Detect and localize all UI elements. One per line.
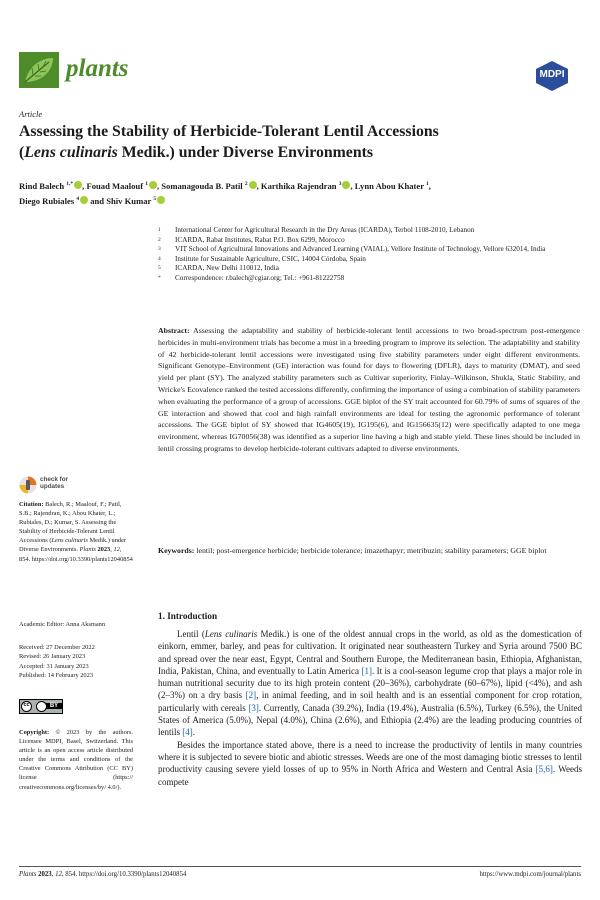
title-open: ( — [19, 144, 25, 161]
orcid-icon[interactable] — [157, 196, 165, 204]
citation-year: 2023 — [95, 546, 111, 554]
affiliation-number: 2 — [158, 236, 161, 243]
affiliation-item — [158, 245, 568, 255]
received-date: Received: 27 December 2022 — [19, 644, 95, 651]
orcid-icon[interactable] — [149, 181, 157, 189]
title-text-2: Medik.) under Diverse Environments — [117, 144, 374, 161]
citation-text-a: Balech, R.; Maalouf, F.; Patil, S.B.; Rajendran, K.; Abou Khater, L.; Rubiales, D.; Kumar, S. Assessing the Stability of Herbicide-Tolerant Lentil Accessions ( — [19, 501, 122, 545]
intro-paragraph-1 — [158, 628, 582, 739]
academic-editor: Academic Editor: Anna Aksmann — [19, 621, 106, 628]
article-type: Article — [19, 109, 43, 119]
intro-p1-d: , in animal feeding, and in soil health and is an essential component for crop rotation, particularly with cereals — [158, 690, 583, 713]
footer-journal-url[interactable]: https://www.mdpi.com/journal/plants — [479, 871, 581, 878]
citation-label: Citation: — [19, 501, 44, 508]
journal-name[interactable]: plants — [66, 55, 129, 82]
author-affil: 3 — [338, 181, 342, 187]
affiliation-number: 4 — [158, 255, 161, 262]
title-text-1: Assessing the Stability of Herbicide-Tolerant Lentil Accessions — [19, 123, 439, 140]
footer-rule — [19, 866, 581, 867]
author-affil: 1 — [145, 181, 148, 187]
affiliation-number: * — [158, 274, 161, 281]
author-line-2 — [19, 193, 589, 208]
accepted-date: Accepted: 31 January 2023 — [19, 662, 89, 670]
citation-link[interactable]: [3] — [248, 702, 259, 713]
affiliation-item — [158, 264, 568, 274]
intro-p2-b: . Weeds compete — [158, 764, 582, 787]
author-name[interactable]: Karthika Rajendran — [260, 180, 337, 191]
orcid-icon[interactable] — [342, 181, 350, 189]
citation-link[interactable]: [1] — [361, 665, 372, 676]
intro-p1-e: . Currently, Canada (39.2%), India (19.4%), Australia (6.5%), Turkey (6.5%), the United States of America (5.0%), Nepal (4.0%), China (2.6%), and Ethiopia (2.4%) are the leading producing countries of lentils — [158, 702, 582, 738]
citation-text-b: Medik.) under Diverse Environments. — [19, 537, 127, 554]
by-label: BY — [46, 703, 62, 709]
intro-body — [158, 628, 582, 788]
keywords — [158, 545, 580, 557]
abstract-label: Abstract: — [158, 326, 190, 335]
abstract — [158, 325, 580, 455]
check-updates-line2: updates — [40, 483, 65, 491]
author-affil: 1,* — [66, 181, 74, 187]
affiliation-text: International Center for Agricultural Research in the Dry Areas (ICARDA), Terbol 1108-2010, Lebanon — [175, 226, 475, 234]
orcid-icon[interactable] — [80, 196, 88, 204]
citation-link[interactable]: [4] — [182, 727, 193, 738]
author-affil: 1 — [426, 181, 429, 187]
citation-block — [19, 500, 133, 564]
footer-journal: Plants — [19, 871, 37, 878]
check-updates-line1: check for — [40, 476, 68, 483]
journal-logo[interactable] — [19, 52, 59, 88]
check-for-updates-badge[interactable] — [19, 474, 99, 496]
citation-journal: Plants — [79, 546, 96, 554]
plants-leaf-icon — [19, 52, 59, 88]
affiliation-item — [158, 226, 568, 236]
footer-year: 2023 — [36, 871, 52, 878]
revised-date: Revised: 26 January 2023 — [19, 653, 86, 661]
author-name[interactable]: Rind Balech — [19, 180, 65, 191]
publisher-name: MDPI — [539, 69, 565, 80]
copyright-block — [19, 728, 133, 792]
author-name[interactable]: Somanagouda B. Patil — [161, 180, 243, 191]
section-heading: 1. Introduction — [158, 611, 218, 621]
cc-icon-text: cc — [23, 702, 30, 708]
correspondence-item — [158, 274, 568, 284]
affiliation-text: VIT School of Agricultural Innovations and Advanced Learning (VAIAL), Vellore Institute of Technology, Vellore 632014, India — [175, 245, 546, 254]
affiliation-text: Institute for Sustainable Agriculture, CSIC, 14004 Córdoba, Spain — [175, 254, 366, 263]
copyright-text: © 2023 by the authors. Licensee MDPI, Basel, Switzerland. This article is an open access article distributed under the terms and conditions of the Creative Commons Attribution (CC BY) license (https:// creativecommons.org/licenses/by/ 4.0/). — [19, 729, 133, 791]
footer-doi[interactable]: , 854. https://doi.org/10.3390/plants12040854 — [61, 871, 187, 878]
intro-paragraph-2 — [158, 739, 582, 788]
citation-italic: Lens culinaris — [51, 537, 88, 545]
keywords-label: Keywords: — [158, 546, 195, 555]
author-affil: 5 — [153, 196, 157, 203]
affiliation-number: 5 — [158, 265, 161, 272]
citation-volume: , 12 — [110, 546, 120, 554]
article-title — [19, 121, 584, 163]
affiliation-item — [158, 255, 568, 265]
check-updates-icon — [19, 476, 37, 494]
orcid-icon[interactable] — [249, 181, 257, 189]
intro-p1-b: Medik.) is one of the oldest annual crops in the world, as old as the domestication of einkorn, emmer, barley, and peas for cultivation. It originated near southeastern Turkey and Syria around 7500 BC and spread over the near east, Egypt, Central and Southern Europe, the Mediterranean basin, Ethiopia, Afghanistan, India, Pakistan, China, and eventually to Latin America — [158, 629, 582, 676]
copyright-label: Copyright: — [19, 729, 50, 736]
affiliation-item — [158, 236, 568, 246]
intro-p1-f: . — [192, 727, 195, 738]
affiliation-number: 3 — [158, 246, 161, 253]
affiliation-number: 1 — [158, 227, 161, 233]
dates-block — [19, 643, 139, 681]
author-name[interactable]: Diego Rubiales — [19, 196, 75, 207]
abstract-text: Assessing the adaptability and stability of herbicide-tolerant lentil accessions to two broad-spectrum post-emergence herbicides in multi-environment trials has become a must in a breeding program to improve its selection. The adaptability and stability of 42 herbicide-tolerant lentil accessions were investigated using five stability parameters under eight different environments. Significant Genotype–Environment (GE) interaction was found for days to flowering (DFLR), days to maturity (DMAT), and seed yield per plant (SY). The analyzed stability parameters such as Cultivar superiority, Finlay–Wilkinson, Shukla, Static Stability, and Wricke's Ecovalence ranked the tested accessions differently, confirming the importance of using a combination of stability parameters when evaluating the performance of a group of accessions. GGE biplot of the SY trait accounted for 60.79% of sums of squares of the GE interaction and showed that cool and high rainfall environments are ideal for testing the agronomic performance of tolerant accessions. The GGE biplot of SY showed that IG4605(19), IG195(6), and IG156635(12) were specifically adapted to one mega environment, whereas IG70056(38) was identified as a superior line having a high and stable yield. These lines should be included in lentil crossing programs to develop herbicide-tolerant cultivars adapted to diverse environments. — [158, 326, 580, 453]
author-affil: 4 — [76, 196, 80, 203]
cc-by-license-badge[interactable] — [19, 699, 63, 714]
intro-p1-c: . It is a cool-season legume crop that plays a major role in human nutritional security due to its high protein content (20–36%), carbohydrate (60–67%), lipid (<4%), and ash (2–3%) on a dry basis — [158, 665, 583, 701]
keywords-text: lentil; post-emergence herbicide; herbicide tolerance; imazethapyr; metribuzin; stability parameters; GGE biplot — [196, 546, 547, 555]
orcid-icon[interactable] — [74, 181, 82, 189]
footer-citation — [19, 871, 186, 878]
author-name[interactable]: and Shiv Kumar — [90, 196, 152, 207]
published-date: Published: 14 February 2023 — [19, 672, 94, 680]
footer-volume: , 12 — [51, 871, 62, 878]
citation-doi[interactable]: , 854. https://doi.org/10.3390/plants12040854 — [19, 546, 133, 563]
affiliation-text: ICARDA, New Delhi 110012, India — [175, 264, 279, 273]
author-name[interactable]: Fouad Maalouf — [86, 180, 144, 191]
author-affil: 2 — [244, 181, 248, 187]
correspondence-text[interactable]: Correspondence: r.balech@cgiar.org; Tel.: +961-81222758 — [175, 273, 345, 282]
author-line-1: Rind Balech $^{1,*}$ , Fouad Maalouf $^1$ , Somanagouda B. Patil $^2$ , Karthika Rajendran $^3$ , Lynn Abou Khater $^1$, — [19, 180, 431, 191]
author-name[interactable]: Lynn Abou Khater — [354, 180, 424, 191]
citation-link[interactable]: [2] — [245, 690, 257, 701]
publisher-logo[interactable] — [534, 60, 570, 92]
affiliation-text: ICARDA, Rabat Institutes, Rabat P.O. Box 6299, Morocco — [175, 235, 345, 244]
title-italic: Lens culinaris — [24, 144, 118, 161]
intro-p2-a: Besides the importance stated above, there is a need to increase the productivity of lentils in many countries where it is subjected to severe biotic and abiotic stresses. Weeds are one of the most damaging biotic stresses to lentil productivity causing severe yield losses of up to 95% in North Africa and Western and Central Asia — [158, 739, 582, 775]
author-list — [19, 178, 589, 209]
citation-link[interactable]: [5,6] — [535, 764, 553, 775]
intro-p1-a: Lentil ( — [177, 629, 205, 639]
affiliation-list — [158, 226, 568, 284]
intro-p1-italic: Lens culinaris — [204, 629, 258, 639]
